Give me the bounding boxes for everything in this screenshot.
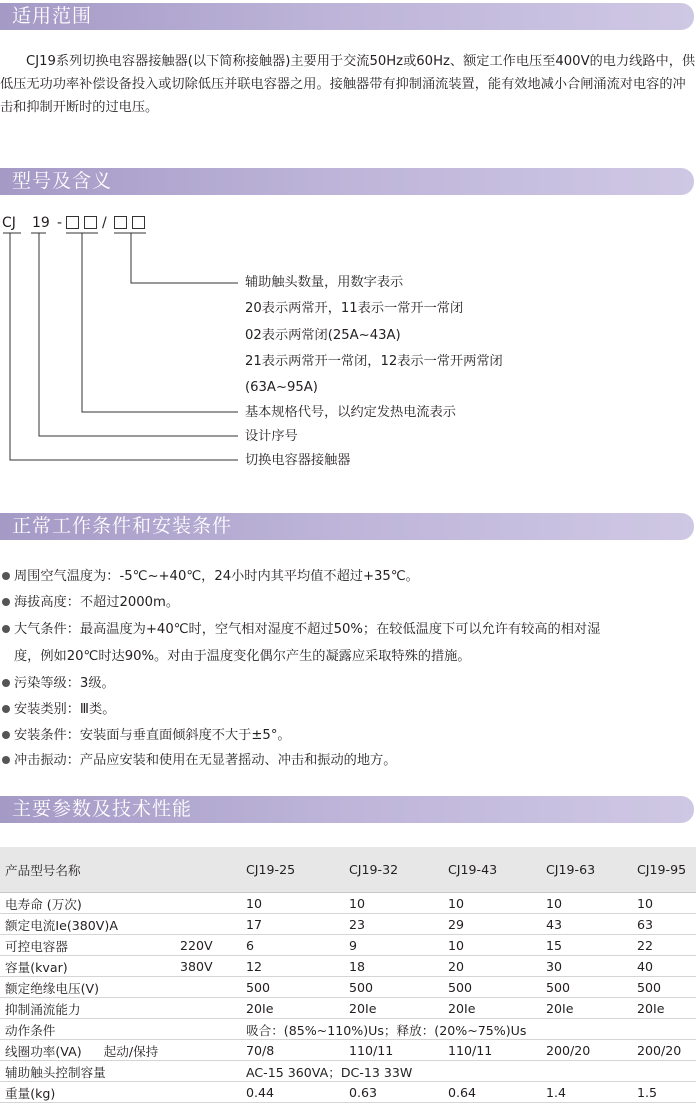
bullet-icon [2, 598, 10, 606]
table-cell: 200/20 [541, 1040, 632, 1061]
condition-text: 安装条件：安装面与垂直面倾斜度不大于±5°。 [14, 728, 291, 743]
table-row [0, 893, 696, 914]
table-row [0, 998, 696, 1019]
condition-item [0, 671, 696, 697]
bullet-icon [2, 705, 10, 713]
bullet-icon [2, 731, 10, 739]
table-cell: 10 [241, 893, 344, 914]
table-cell [0, 1040, 241, 1061]
table-cell: 17 [241, 914, 344, 935]
table-cell: 40 [632, 956, 696, 977]
section-title: 主要参数及技术性能 [12, 798, 193, 820]
branch-spec [82, 233, 238, 412]
table-cell: 动作条件 [0, 1019, 241, 1040]
condition-item-continued: 度，例如20℃时达90%。对由于温度变化偶尔产生的凝露应采取特殊的措施。 [14, 649, 471, 664]
section-header-specs [0, 796, 694, 823]
code-prefix: CJ [2, 215, 16, 231]
section-title: 正常工作条件和安装条件 [12, 515, 233, 537]
table-cell [175, 893, 241, 914]
table-cell: 15 [541, 935, 632, 956]
coil-label: 线圈功率(VA) [5, 1043, 82, 1059]
table-cell: 500 [632, 977, 696, 998]
table-cell: 抑制涌流能力 [0, 998, 175, 1019]
section-title: 型号及含义 [12, 170, 113, 192]
table-cell: 70/8 [241, 1040, 344, 1061]
condition-text: 海拔高度：不超过2000m。 [14, 595, 180, 610]
condition-text: 污染等级：3级。 [14, 676, 115, 691]
table-cell [175, 998, 241, 1019]
table-cell: 容量(kvar) [0, 956, 175, 977]
condition-text: 周围空气温度为：-5℃~+40℃，24小时内其平均值不超过+35℃。 [14, 569, 419, 584]
label-aux-21-12: 21表示两常开一常闭，12表示一常开两常闭 [245, 354, 503, 369]
table-cell: 6 [241, 935, 344, 956]
table-cell: 10 [443, 935, 541, 956]
table-cell: 10 [443, 893, 541, 914]
label-spec-code: 基本规格代号，以约定发热电流表示 [245, 405, 456, 420]
branch-series [39, 233, 238, 436]
table-cell: 10 [541, 893, 632, 914]
code-series: 19 [32, 215, 50, 231]
table-row [0, 914, 696, 935]
branch-cj [10, 233, 238, 460]
table-cell: 20Ie [344, 998, 443, 1019]
coil-sub-label: 起动/保持 [103, 1043, 159, 1059]
condition-item [0, 748, 696, 774]
table-cell: 0.63 [344, 1082, 443, 1103]
table-cell: 1.5 [632, 1082, 696, 1103]
table-cell: 380V [175, 956, 241, 977]
condition-item [0, 617, 696, 643]
section-title: 适用范围 [12, 5, 93, 27]
table-row [0, 1040, 696, 1061]
table-cell: 0.64 [443, 1082, 541, 1103]
label-aux-02: 02表示两常闭(25A~43A) [245, 328, 401, 343]
bullet-icon [2, 679, 10, 687]
header-cell [175, 847, 241, 893]
table-cell: 500 [241, 977, 344, 998]
spec-table [0, 847, 696, 1103]
table-cell: 20Ie [541, 998, 632, 1019]
table-row [0, 1019, 696, 1040]
header-cell: CJ19-63 [541, 847, 632, 893]
table-cell: 0.44 [241, 1082, 344, 1103]
table-row [0, 1061, 696, 1082]
table-cell: 110/11 [344, 1040, 443, 1061]
table-cell: 9 [344, 935, 443, 956]
header-cell: CJ19-32 [344, 847, 443, 893]
table-cell: 20 [443, 956, 541, 977]
table-cell [175, 914, 241, 935]
table-cell: AC-15 360VA；DC-13 33W [241, 1061, 696, 1082]
condition-text: 安装类别：Ⅲ类。 [14, 702, 116, 717]
table-row [0, 1082, 696, 1103]
table-cell: 10 [632, 893, 696, 914]
table-cell: 500 [344, 977, 443, 998]
table-cell: 电寿命 (万次) [0, 893, 175, 914]
bullet-icon [2, 572, 10, 580]
code-slash: / [102, 215, 107, 231]
scope-text: CJ19系列切换电容器接触器(以下简称接触器)主要用于交流50Hz或60Hz、额定工作电压至400V的电力线路中，供低压无功功率补偿设备投入或切除低压并联电容器之用。接触器带有抑制涌流装置，能有效地减小合闸涌流对电容的冲击和抑制开断时的过电压。 [0, 54, 696, 115]
condition-text: 冲击振动：产品应安装和使用在无显著摇动、冲击和振动的地方。 [14, 753, 397, 768]
label-aux-count: 辅助触头数量，用数字表示 [245, 275, 404, 290]
table-cell: 1.4 [541, 1082, 632, 1103]
condition-item [0, 697, 696, 723]
code-dash: - [57, 215, 63, 231]
table-cell: 10 [344, 893, 443, 914]
table-cell: 18 [344, 956, 443, 977]
condition-item [0, 723, 696, 749]
table-row [0, 956, 696, 977]
table-header-row [0, 847, 696, 893]
table-row [0, 935, 696, 956]
header-cell: 产品型号名称 [0, 847, 175, 893]
table-cell: 22 [632, 935, 696, 956]
header-cell: CJ19-95 [632, 847, 696, 893]
table-cell: 500 [443, 977, 541, 998]
table-cell: 29 [443, 914, 541, 935]
label-aux-range: (63A~95A) [245, 380, 318, 395]
table-cell: 110/11 [443, 1040, 541, 1061]
label-aux-20-11: 20表示两常开，11表示一常开一常闭 [245, 301, 464, 316]
table-cell: 500 [541, 977, 632, 998]
header-cell: CJ19-43 [443, 847, 541, 893]
table-cell: 30 [541, 956, 632, 977]
condition-text: 大气条件：最高温度为+40℃时，空气相对湿度不超过50%；在较低温度下可以允许有较高的相对湿 [14, 622, 601, 637]
table-cell: 可控电容器 [0, 935, 175, 956]
bullet-icon [2, 756, 10, 764]
table-cell: 辅助触头控制容量 [0, 1061, 241, 1082]
branch-aux [131, 233, 238, 283]
table-cell: 23 [344, 914, 443, 935]
table-cell: 20Ie [443, 998, 541, 1019]
header-cell: CJ19-25 [241, 847, 344, 893]
table-cell: 12 [241, 956, 344, 977]
table-cell: 20Ie [241, 998, 344, 1019]
table-cell: 200/20 [632, 1040, 696, 1061]
label-series: 设计序号 [245, 429, 298, 444]
table-cell: 63 [632, 914, 696, 935]
table-cell: 220V [175, 935, 241, 956]
label-contactor: 切换电容器接触器 [245, 453, 351, 468]
table-cell: 额定绝缘电压(V) [0, 977, 175, 998]
table-cell [175, 977, 241, 998]
condition-item [0, 590, 696, 616]
section-header-conditions [0, 513, 694, 540]
bullet-icon [2, 625, 10, 633]
table-cell: 重量(kg) [0, 1082, 241, 1103]
table-row [0, 977, 696, 998]
table-cell: 吸合：(85%~110%)Us；释放：(20%~75%)Us [241, 1019, 696, 1040]
table-cell: 43 [541, 914, 632, 935]
table-cell: 20Ie [632, 998, 696, 1019]
condition-item [0, 564, 696, 590]
table-cell: 额定电流Ie(380V)A [0, 914, 175, 935]
